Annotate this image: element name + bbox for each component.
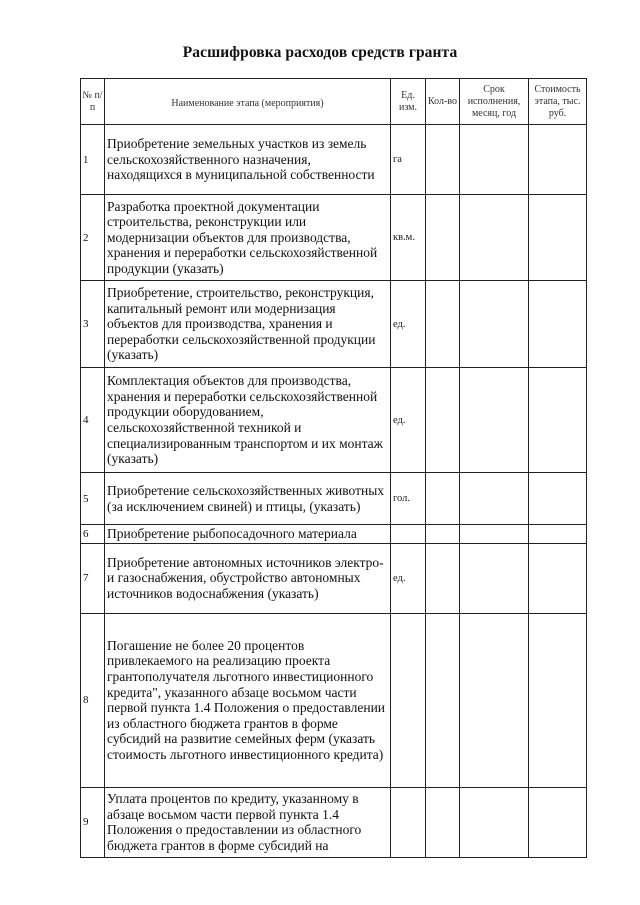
row-unit bbox=[391, 525, 426, 544]
row-name: Разработка проектной документации строительства, реконструкции или модернизации объектов для производства, хранения и переработки сельскохозяйственной продукции (указать) bbox=[105, 195, 391, 281]
row-num: 3 bbox=[81, 281, 105, 368]
row-unit bbox=[391, 787, 426, 857]
row-qty bbox=[426, 473, 460, 525]
row-num: 6 bbox=[81, 525, 105, 544]
header-qty: Кол-во bbox=[426, 79, 460, 125]
row-name: Приобретение, строительство, реконструкция, капитальный ремонт или модернизация объектов для производства, хранения и переработки сельскохозяйственной продукции (указать) bbox=[105, 281, 391, 368]
row-num: 7 bbox=[81, 543, 105, 613]
table-row bbox=[81, 787, 587, 857]
row-unit: кв.м. bbox=[391, 195, 426, 281]
row-num: 8 bbox=[81, 613, 105, 787]
row-num: 5 bbox=[81, 473, 105, 525]
row-term bbox=[460, 787, 529, 857]
row-term bbox=[460, 543, 529, 613]
row-name: Комплектация объектов для производства, хранения и переработки сельскохозяйственной продукции оборудованием, сельскохозяйственной техникой и специализированным транспортом и их монтаж (указать) bbox=[105, 368, 391, 473]
row-num: 2 bbox=[81, 195, 105, 281]
row-unit bbox=[391, 613, 426, 787]
row-unit: ед. bbox=[391, 543, 426, 613]
row-qty bbox=[426, 195, 460, 281]
row-term bbox=[460, 525, 529, 544]
header-cost: Стоимость этапа, тыс. руб. bbox=[529, 79, 587, 125]
row-qty bbox=[426, 125, 460, 195]
row-cost bbox=[529, 613, 587, 787]
row-qty bbox=[426, 613, 460, 787]
table-row bbox=[81, 525, 587, 544]
row-name: Уплата процентов по кредиту, указанному в абзаце восьмом части первой пункта 1.4 Положения о предоставлении из областного бюджета грантов в форме субсидий на bbox=[105, 787, 391, 857]
row-num: 1 bbox=[81, 125, 105, 195]
row-name: Погашение не более 20 процентов привлекаемого на реализацию проекта грантополучателя льготного инвестиционного кредита", указанного абзаце восьмом части первой пункта 1.4 Положения о предоставлении из областного бюджета грантов в форме субсидий на развитие семейных ферм (указать стоимость льготного инвестиционного кредита) bbox=[105, 613, 391, 787]
table-row bbox=[81, 473, 587, 525]
row-unit: гол. bbox=[391, 473, 426, 525]
table-row bbox=[81, 368, 587, 473]
row-cost bbox=[529, 195, 587, 281]
table-row bbox=[81, 613, 587, 787]
row-term bbox=[460, 368, 529, 473]
header-row bbox=[81, 79, 587, 125]
row-num: 9 bbox=[81, 787, 105, 857]
row-term bbox=[460, 473, 529, 525]
row-qty bbox=[426, 525, 460, 544]
row-term bbox=[460, 281, 529, 368]
row-cost bbox=[529, 787, 587, 857]
row-name: Приобретение рыбопосадочного материала bbox=[105, 525, 391, 544]
row-qty bbox=[426, 787, 460, 857]
row-qty bbox=[426, 543, 460, 613]
table-row bbox=[81, 543, 587, 613]
grant-expenses-table bbox=[80, 78, 587, 858]
row-term bbox=[460, 613, 529, 787]
header-name: Наименование этапа (мероприятия) bbox=[105, 79, 391, 125]
row-cost bbox=[529, 368, 587, 473]
row-unit: ед. bbox=[391, 368, 426, 473]
row-qty bbox=[426, 368, 460, 473]
row-term bbox=[460, 195, 529, 281]
row-name: Приобретение земельных участков из земель сельскохозяйственного назначения, находящихся в муниципальной собственности bbox=[105, 125, 391, 195]
page-title: Расшифровка расходов средств гранта bbox=[182, 44, 458, 61]
table-row bbox=[81, 281, 587, 368]
row-cost bbox=[529, 125, 587, 195]
row-cost bbox=[529, 473, 587, 525]
header-term: Срок исполнения, месяц, год bbox=[460, 79, 529, 125]
row-unit: ед. bbox=[391, 281, 426, 368]
table-row bbox=[81, 125, 587, 195]
row-num: 4 bbox=[81, 368, 105, 473]
row-cost bbox=[529, 281, 587, 368]
table-row bbox=[81, 195, 587, 281]
header-unit: Ед. изм. bbox=[391, 79, 426, 125]
header-num: № п/п bbox=[81, 79, 105, 125]
row-unit: га bbox=[391, 125, 426, 195]
row-name: Приобретение сельскохозяйственных животных (за исключением свиней) и птицы, (указать) bbox=[105, 473, 391, 525]
row-name: Приобретение автономных источников электро- и газоснабжения, обустройство автономных источников водоснабжения (указать) bbox=[105, 543, 391, 613]
row-cost bbox=[529, 525, 587, 544]
row-qty bbox=[426, 281, 460, 368]
row-term bbox=[460, 125, 529, 195]
row-cost bbox=[529, 543, 587, 613]
